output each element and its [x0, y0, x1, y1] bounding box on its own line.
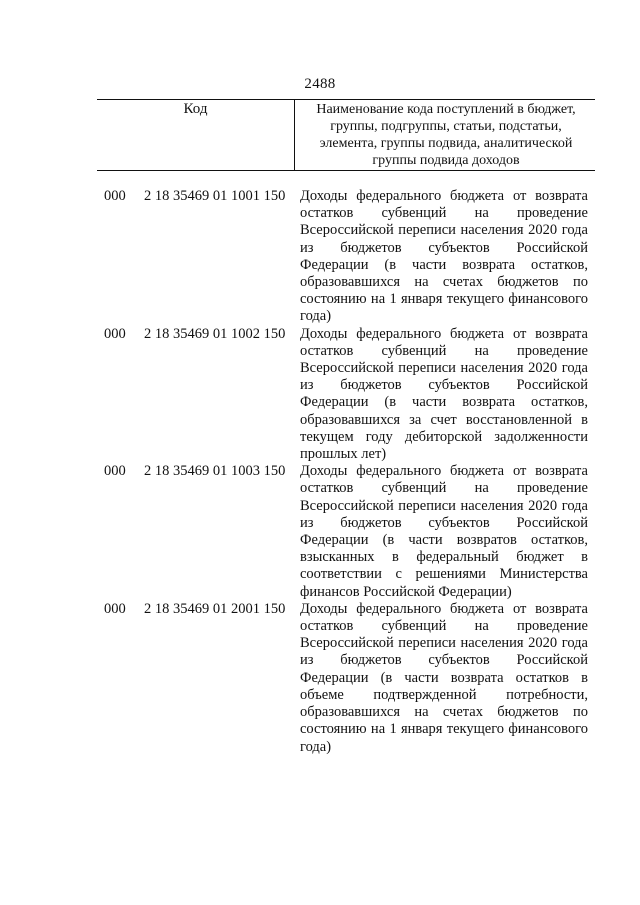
row-income-code: 2 18 35469 01 2001 150	[144, 600, 286, 617]
table-body	[104, 188, 590, 756]
row-description: Доходы федерального бюджета от возврата остатков субвенций на проведение Всероссийской переписи населения 2020 года из бюджетов субъектов Российской Федерации (в части возврата остатков, образовавшихся на счетах бюджетов по состоянию на 1 января текущего финансового года)	[300, 188, 588, 325]
row-admin-code: 000	[104, 188, 126, 204]
table-row	[104, 601, 590, 756]
table-row	[104, 326, 590, 464]
row-description: Доходы федерального бюджета от возврата остатков субвенций на проведение Всероссийской переписи населения 2020 года из бюджетов субъектов Российской Федерации (в части возвратов остатков, взысканных в федеральный бюджет в соответствии с решениями Министерства финансов Российской Федерации)	[300, 463, 588, 600]
table-header	[97, 99, 595, 171]
table-row	[104, 188, 590, 326]
row-income-code: 2 18 35469 01 1003 150	[144, 463, 286, 480]
page-number: 2488	[304, 76, 336, 92]
row-admin-code: 000	[104, 600, 126, 617]
row-description: Доходы федерального бюджета от возврата остатков субвенций на проведение Всероссийской переписи населения 2020 года из бюджетов субъектов Российской Федерации (в части возврата остатков, образовавшихся за счет восстановленной в текущем году дебиторской задолженности прошлых лет)	[300, 325, 588, 463]
row-admin-code: 000	[104, 463, 126, 480]
header-name-label: Наименование кода поступлений в бюджет, группы, подгруппы, статьи, подстатьи, элемента, группы подвида, аналитической группы подвида доходов	[316, 102, 576, 168]
row-admin-code: 000	[104, 325, 126, 342]
row-description: Доходы федерального бюджета от возврата остатков субвенций на проведение Всероссийской переписи населения 2020 года из бюджетов субъектов Российской Федерации (в части возврата остатков в объеме подтвержденной потребности, образовавшихся на счетах бюджетов по состоянию на 1 января текущего финансового года)	[300, 600, 588, 755]
header-code-label: Код	[97, 100, 295, 170]
row-income-code: 2 18 35469 01 1002 150	[144, 325, 286, 342]
table-row	[104, 463, 590, 601]
row-income-code: 2 18 35469 01 1001 150	[144, 188, 286, 204]
